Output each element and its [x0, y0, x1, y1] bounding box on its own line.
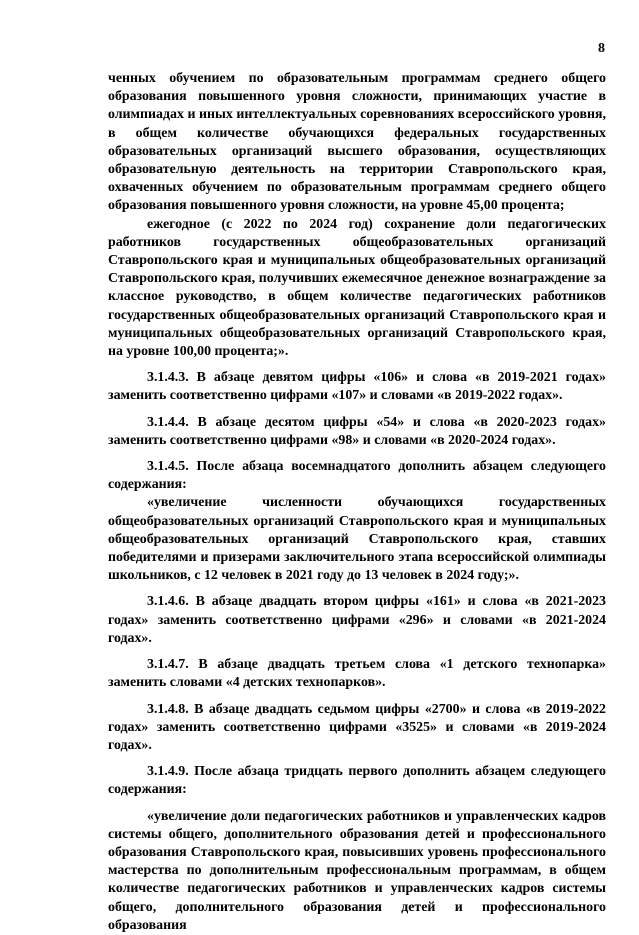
paragraph-3-1-4-5: 3.1.4.5. После абзаца восемнадцатого дополнить абзацем следующего содержания:	[108, 459, 606, 493]
page-number: 8	[598, 41, 605, 56]
paragraph-quote-teachers: «увеличение доли педагогических работников и управленческих кадров системы общего, дополнительного образования детей и профессионального образования Ставропольского края, повысивших уровень профессионального мастерства по дополнительным профессиональным программам, в общем количестве педагогических работников и управленческих кадров системы общего, дополнительного образования детей и профессионального образования	[108, 808, 606, 933]
paragraph-quote-olympiad: «увеличение численности обучающихся государственных общеобразовательных организаций Ставропольского края и муниципальных общеобразовательных организаций Ставропольского края, ставших победителями и призерами заключительного этапа всероссийской олимпиады школьников, с 12 человек в 2021 году до 13 человек в 2024 году;».	[108, 495, 606, 584]
paragraph-3-1-4-7: 3.1.4.7. В абзаце двадцать третьем слова «1 детского технопарка» заменить словами «4 детских технопарков».	[108, 657, 606, 691]
document-body	[108, 70, 606, 935]
paragraph-3-1-4-6: 3.1.4.6. В абзаце двадцать втором цифры «161» и слова «в 2021-2023 годах» заменить соответственно цифрами «296» и словами «в 2021-2024 годах».	[108, 594, 606, 646]
paragraph-annual-retention: ежегодное (с 2022 по 2024 год) сохранение доли педагогических работников государственных общеобразовательных организаций Ставропольского края и муниципальных общеобразовательных организаций Ставропольского края, получивших ежемесячное денежное вознаграждение за классное руководство, в общем количестве педагогических работников государственных общеобразовательных организаций Ставропольского края и муниципальных общеобразовательных организаций Ставропольского края, на уровне 100,00 процента;».	[108, 216, 606, 360]
paragraph-continuation: ченных обучением по образовательным программам среднего общего образования повышенного уровня сложности, принимающих участие в олимпиадах и иных интеллектуальных соревнованиях всероссийского уровня, в общем количестве обучающихся федеральных государственных образовательных организаций высшего образования, осуществляющих образовательную деятельность на территории Ставропольского края, охваченных обучением по образовательным программам среднего общего образования повышенного уровня сложности, на уровне 45,00 процента;	[108, 71, 606, 214]
paragraph-3-1-4-9: 3.1.4.9. После абзаца тридцать первого дополнить абзацем следующего содержания:	[108, 764, 606, 798]
paragraph-3-1-4-8: 3.1.4.8. В абзаце двадцать седьмом цифры «2700» и слова «в 2019-2022 годах» заменить соответственно цифрами «3525» и словами «в 2019-2024 годах».	[108, 701, 606, 753]
paragraph-3-1-4-4: 3.1.4.4. В абзаце десятом цифры «54» и слова «в 2020-2023 годах» заменить соответственно цифрами «98» и словами «в 2020-2024 годах».	[108, 414, 606, 448]
paragraph-3-1-4-3: 3.1.4.3. В абзаце девятом цифры «106» и слова «в 2019-2021 годах» заменить соответственно цифрами «107» и словами «в 2019-2022 годах».	[108, 370, 606, 404]
